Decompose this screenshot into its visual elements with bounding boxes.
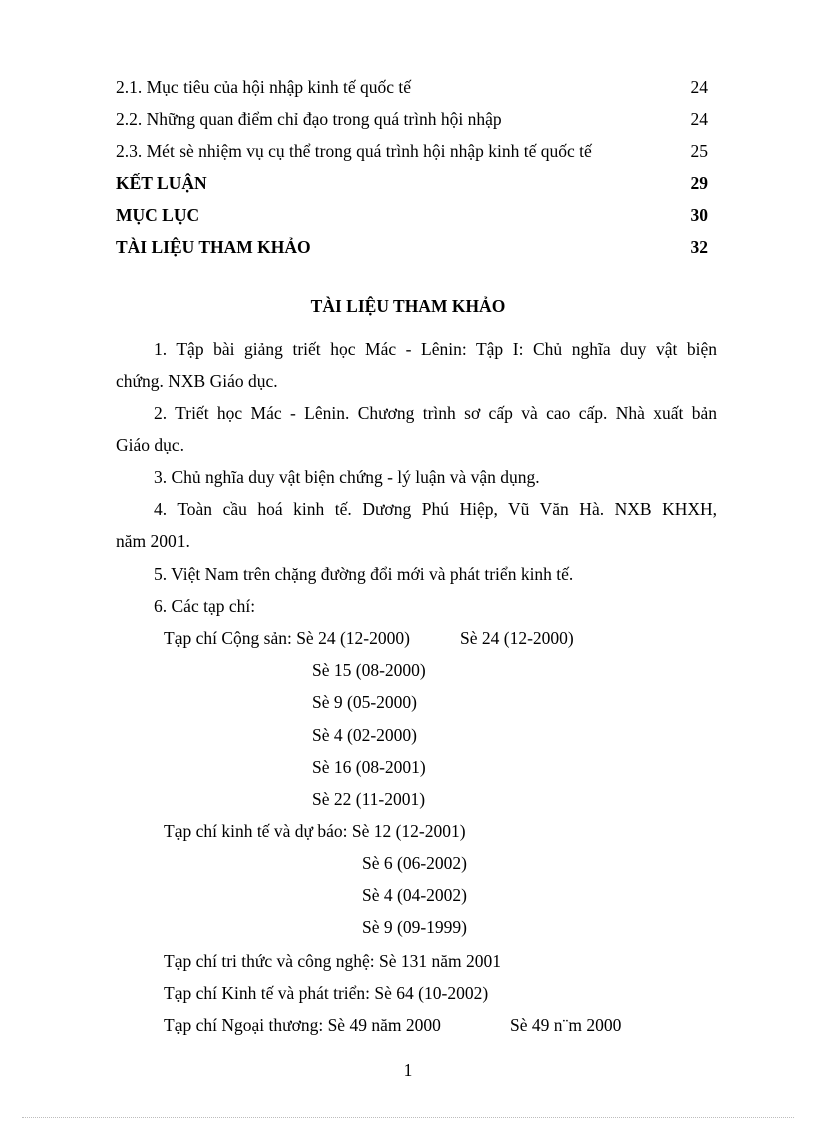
toc-entry-title: 2.1. Mục tiêu của hội nhập kinh tế quốc tế: [116, 77, 411, 97]
toc-entry-page: 25: [690, 141, 708, 161]
journal-cong-san-issue: Sè 22 (11-2001): [312, 789, 426, 809]
reference-2-line-2: Giáo dục.: [116, 435, 185, 455]
reference-5: 5. Việt Nam trên chặng đường đổi mới và phát triển kinh tế.: [154, 564, 574, 584]
page-number: 1: [403, 1060, 413, 1080]
toc-entry-title: 2.2. Những quan điểm chỉ đạo trong quá trình hội nhập: [116, 109, 502, 129]
toc-entry-page: 30: [690, 205, 708, 225]
toc-entry-title: KẾT LUẬN: [116, 173, 207, 193]
journal-cong-san-extra: Sè 24 (12-2000): [460, 628, 574, 648]
toc-entry-tai-lieu: [116, 237, 708, 261]
journal-cong-san-issue: Sè 9 (05-2000): [312, 692, 417, 712]
toc-entry-ket-luan: [116, 173, 708, 197]
toc-entry-muc-luc: [116, 205, 708, 229]
toc-entry-page: 24: [690, 77, 708, 97]
references-heading: TÀI LIỆU THAM KHẢO: [310, 296, 506, 316]
reference-6: 6. Các tạp chí:: [154, 596, 256, 616]
journal-cong-san-issue: Sè 15 (08-2000): [312, 660, 426, 680]
toc-entry-2-2: [116, 109, 708, 133]
reference-4-line-2: năm 2001.: [116, 531, 190, 551]
reference-3: 3. Chủ nghĩa duy vật biện chứng - lý luận và vận dụng.: [154, 467, 540, 487]
reference-1-line-1: 1. Tập bài giảng triết học Mác - Lênin: Tập I: Chủ nghĩa duy vật biện: [154, 339, 717, 359]
reference-1-line-2: chứng. NXB Giáo dục.: [116, 371, 278, 391]
journal-kinh-te-phat-trien: Tạp chí Kinh tế và phát triển: Sè 64 (10-2002): [164, 983, 489, 1003]
toc-entry-page: 32: [690, 237, 708, 257]
journal-kinh-te-du-bao-issue: Sè 4 (04-2002): [362, 885, 467, 905]
toc-entry-title: 2.3. Mét sè nhiệm vụ cụ thể trong quá trình hội nhập kinh tế quốc tế: [116, 141, 592, 161]
journal-kinh-te-du-bao-issue: Sè 6 (06-2002): [362, 853, 467, 873]
reference-2-line-1: 2. Triết học Mác - Lênin. Chương trình sơ cấp và cao cấp. Nhà xuất bản: [154, 403, 717, 423]
journal-kinh-te-du-bao-issue: Sè 9 (09-1999): [362, 917, 467, 937]
toc-entry-page: 24: [690, 109, 708, 129]
journal-tri-thuc: Tạp chí tri thức và công nghệ: Sè 131 năm 2001: [164, 951, 502, 971]
reference-4-line-1: 4. Toàn cầu hoá kinh tế. Dương Phú Hiệp, Vũ Văn Hà. NXB KHXH,: [154, 499, 717, 519]
toc-entry-page: 29: [690, 173, 708, 193]
journal-cong-san: Tạp chí Cộng sản: Sè 24 (12-2000): [164, 628, 410, 648]
page-bottom-divider: [22, 1117, 794, 1118]
toc-entry-title: MỤC LỤC: [116, 205, 200, 225]
journal-cong-san-issue: Sè 4 (02-2000): [312, 725, 417, 745]
journal-ngoai-thuong: Tạp chí Ngoại thương: Sè 49 năm 2000: [164, 1015, 441, 1035]
journal-kinh-te-du-bao: Tạp chí kinh tế và dự báo: Sè 12 (12-2001): [164, 821, 466, 841]
toc-entry-2-1: [116, 77, 708, 101]
journal-ngoai-thuong-extra: Sè 49 n¨m 2000: [510, 1015, 622, 1035]
toc-entry-2-3: [116, 141, 708, 165]
toc-entry-title: TÀI LIỆU THAM KHẢO: [116, 237, 311, 257]
journal-cong-san-issue: Sè 16 (08-2001): [312, 757, 426, 777]
